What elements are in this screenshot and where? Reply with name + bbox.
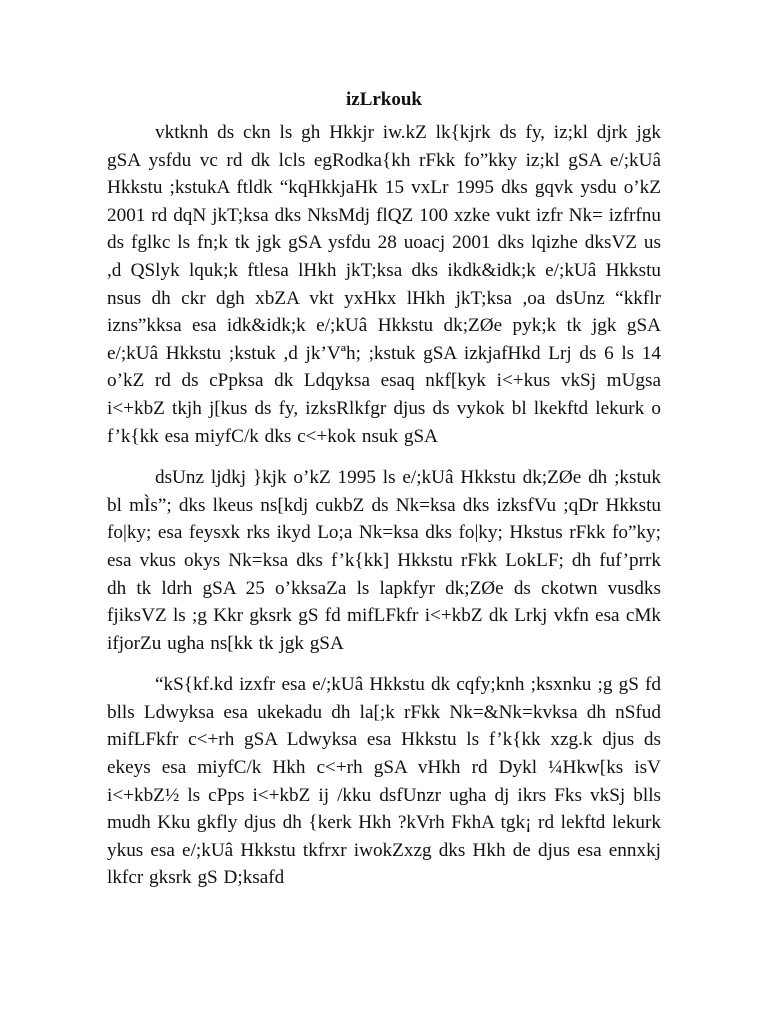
- paragraph-3: “kS{kf.kd izxfr esa e/;kUâ Hkkstu dk cqfy;knh ;ksxnku ;g gS fd blls Ldwyksa esa ukekadu dh la[;k rFkk Nk=&Nk=kvksa dh nSfud mifLFkfr c<+rh gSA Ldwyksa esa Hkkstu ls f’k{kk xzg.k djus ds ekeys esa miyfC/k Hkh c<+rh gSA vHkh rd Dykl ¼Hkw[ks isV i<+kbZ½ ls cPps i<+kbZ ij /kku dsfUnzr ugha dj ikrs Fks vkSj blls mudh Kku gkfly djus dh {kerk Hkh ?kVrh FkhA tgk¡ rd lekftd lekurk ykus esa e/;kUâ Hkkstu tkfrxr iwokZxzg dks Hkh de djus esa ennxkj lkfcr gksrk gS D;ksafd: [107, 674, 661, 889]
- paragraph-2: dsUnz ljdkj }kjk o’kZ 1995 ls e/;kUâ Hkkstu dk;ZØe dh ;kstuk bl mÌs”; dks lkeus ns[kdj cukbZ ds Nk=ksa dks izksfVu ;qDr Hkkstu fo|ky; esa feysxk rks ikyd Lo;a Nk=ksa dks fo|ky; Hkstus rFkk fo”ky; esa vkus okys Nk=ksa dks f’k{kk] Hkkstu rFkk LokLF; dh fuf’prrk dh tk ldrh gSA 25 o’kksaZa ls lapkfyr dk;ZØe ds ckotwn vusdks fjiksVZ ls ;g Kkr gksrk gS fd mifLFkfr i<+kbZ dk Lrkj vkfn esa cMk ifjorZu ugha ns[kk tk jgk gSA: [107, 467, 661, 654]
- page-title: izLrkouk: [345, 89, 423, 110]
- paragraph-1: vktknh ds ckn ls gh Hkkjr iw.kZ lk{kjrk ds fy, iz;kl djrk jgk gSA ysfdu vc rd dk lcls egRodka{kh rFkk fo”kky iz;kl gSA e/;kUâ Hkkstu ;kstukA ftldk “kqHkkjaHk 15 vxLr 1995 dks gqvk ysdu o’kZ 2001 rd dqN jkT;ksa dks NksMdj flQZ 100 xzke vukt izfr Nk= izfrfnu ds fglkc ls fn;k tk jgk gSA ysfdu 28 uoacj 2001 dks lqizhe dksVZ us ,d QSlyk lquk;k ftlesa lHkh jkT;ksa dks ikdk&idk;k e/;kUâ Hkkstu nsus dh ckr dgh xbZA vkt yxHkx lHkh jkT;ksa ,oa dsUnz “kkflr izns”kksa esa idk&idk;k e/;kUâ Hkkstu dk;ZØe pyk;k tk jgk gSA e/;kUâ Hkkstu ;kstuk ,d jk’Vªh; ;kstuk gSA izkjafHkd Lrj ds 6 ls 14 o’kZ rd ds cPpksa dk Ldqyksa esaq nkf[kyk i<+kus vkSj mUgsa i<+kbZ tkjh j[kus ds fy, izksRlkfgr djus ds vykok bl lkekftd lekurk o f’k{kk esa miyfC/k dks c<+kok nsuk gSA: [107, 122, 661, 447]
- document-body: [107, 119, 661, 906]
